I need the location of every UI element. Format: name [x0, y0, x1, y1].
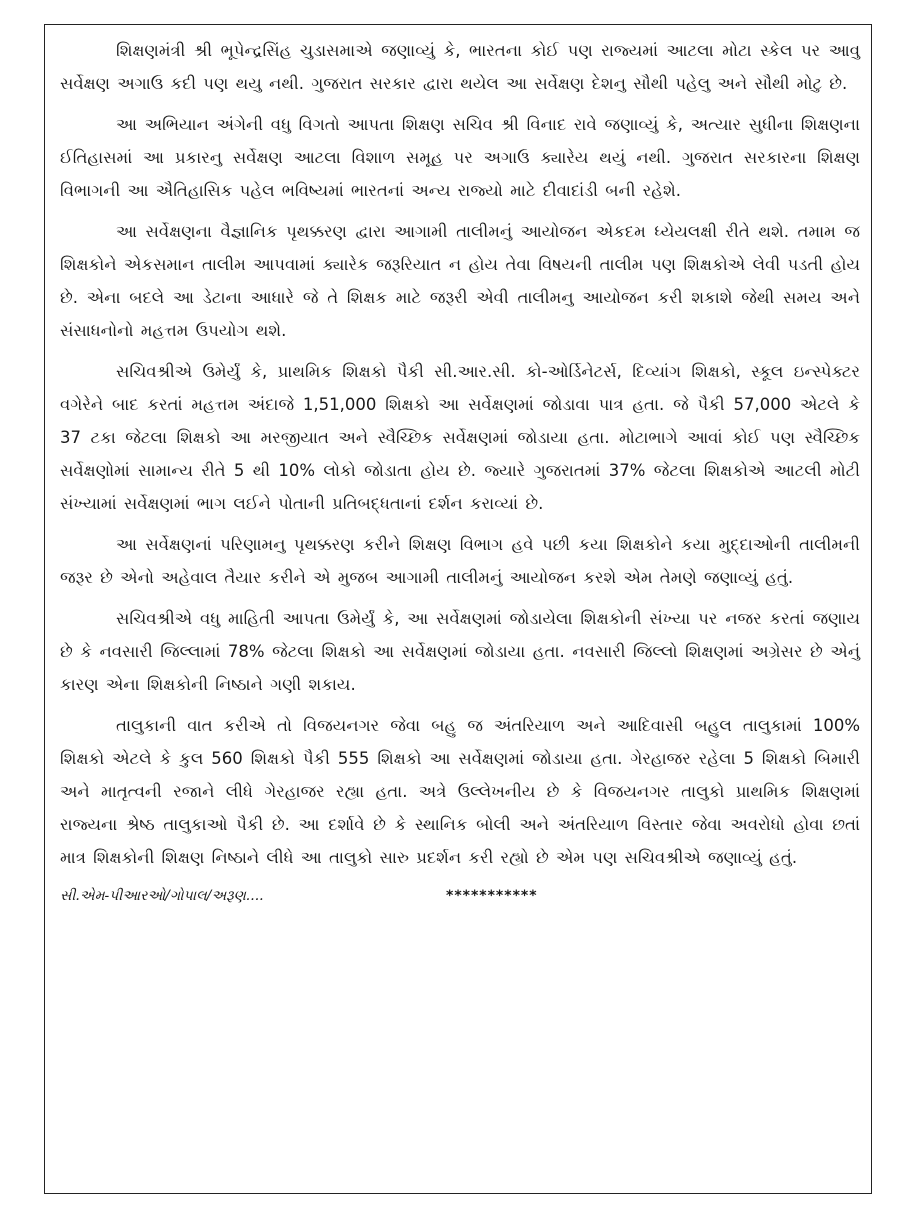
end-marker: *********** [446, 888, 538, 904]
byline: સી.એમ-પીઆરઓ/ગોપાલ/અરૂણ.... [60, 888, 264, 904]
paragraph-7: તાલુકાની વાત કરીએ તો વિજયનગર જેવા બહુ જ અંતરિયાળ અને આદિવાસી બહુલ તાલુકામાં 100% શિક્ષકો એટલે કે કુલ 560 શિક્ષકો પૈકી 555 શિક્ષકો આ સર્વેક્ષણમાં જોડાયા હતા. ગેરહાજર રહેલા 5 શિક્ષકો બિમારી અને માતૃત્વની રજાને લીધે ગેરહાજર રહ્યા હતા. અત્રે ઉલ્લેખનીય છે કે વિજયનગર તાલુકો પ્રાથમિક શિક્ષણમાં રાજ્યના શ્રેષ્ઠ તાલુકાઓ પૈકી છે. આ દર્શાવે છે કે સ્થાનિક બોલી અને અંતરિયાળ વિસ્તાર જેવા અવરોધો હોવા છતાં માત્ર શિક્ષકોની શિક્ષણ નિષ્ઠાને લીધે આ તાલુકો સારુ પ્રદર્શન કરી રહ્યો છે એમ પણ સચિવશ્રીએ જણાવ્યું હતું. [60, 716, 860, 867]
paragraph-4: સચિવશ્રીએ ઉમેર્યું કે, પ્રાથમિક શિક્ષકો પૈકી સી.આર.સી. કો-ઓર્ડિનેટર્સ, દિવ્યાંગ શિક્ષકો, સ્કૂલ ઇન્સ્પેક્ટર વગેરેને બાદ કરતાં મહત્તમ અંદાજે 1,51,000 શિક્ષકો આ સર્વેક્ષણમાં જોડાવા પાત્ર હતા. જે પૈકી 57,000 એટલે કે 37 ટકા જેટલા શિક્ષકો આ મરજીયાત અને સ્વૈચ્છિક સર્વેક્ષણમાં જોડાયા હતા. મોટાભાગે આવાં કોઈ પણ સ્વૈચ્છિક સર્વેક્ષણોમાં સામાન્ય રીતે 5 થી 10% લોકો જોડાતા હોય છે. જ્યારે ગુજરાતમાં 37% જેટલા શિક્ષકોએ આટલી મોટી સંખ્યામાં સર્વેક્ષણમાં ભાગ લઈને પોતાની પ્રતિબદ્ધતાનાં દર્શન કરાવ્યાં છે. [60, 362, 860, 513]
paragraph-1: શિક્ષણમંત્રી શ્રી ભૂપેન્દ્રસિંહ ચુડાસમાએ જણાવ્યું કે, ભારતના કોઈ પણ રાજ્યમાં આટલા મોટા સ્કેલ પર આવુ સર્વેક્ષણ અગાઉ કદી પણ થયુ નથી. ગુજરાત સરકાર દ્વારા થયેલ આ સર્વેક્ષણ દેશનુ સૌથી પહેલુ અને સૌથી મોટુ છે. [60, 41, 860, 93]
paragraph-3: આ સર્વેક્ષણના વૈજ્ઞાનિક પૃથક્કરણ દ્વારા આગામી તાલીમનું આયોજન એકદમ ધ્યેયલક્ષી રીતે થશે. તમામ જ શિક્ષકોને એકસમાન તાલીમ આપવામાં ક્યારેક જરૂરિયાત ન હોય તેવા વિષયની તાલીમ પણ શિક્ષકોએ લેવી પડતી હોય છે. એના બદલે આ ડેટાના આધારે જે તે શિક્ષક માટે જરૂરી એવી તાલીમનુ આયોજન કરી શકાશે જેથી સમય અને સંસાધનોનો મહત્તમ ઉપયોગ થશે. [60, 222, 860, 340]
paragraph-5: આ સર્વેક્ષણનાં પરિણામનુ પૃથક્કરણ કરીને શિક્ષણ વિભાગ હવે પછી કયા શિક્ષકોને કયા મુદ્દાઓની તાલીમની જરૂર છે એનો અહેવાલ તૈયાર કરીને એ મુજબ આગામી તાલીમનું આયોજન કરશે એમ તેમણે જણાવ્યું હતું. [60, 535, 860, 587]
paragraph-6: સચિવશ્રીએ વધુ માહિતી આપતા ઉમેર્યું કે, આ સર્વેક્ષણમાં જોડાયેલા શિક્ષકોની સંખ્યા પર નજર કરતાં જણાય છે કે નવસારી જિલ્લામાં 78% જેટલા શિક્ષકો આ સર્વેક્ષણમાં જોડાયા હતા. નવસારી જિલ્લો શિક્ષણમાં અગ્રેસર છે એનું કારણ એના શિક્ષકોની નિષ્ઠાને ગણી શકાય. [60, 609, 860, 694]
document-body [60, 34, 860, 910]
paragraph-2: આ અભિયાન અંગેની વધુ વિગતો આપતા શિક્ષણ સચિવ શ્રી વિનાદ રાવે જણાવ્યું કે, અત્યાર સુધીના શિક્ષણના ઈતિહાસમાં આ પ્રકારનુ સર્વેક્ષણ આટલા વિશાળ સમૂહ પર અગાઉ ક્યારેય થયું નથી. ગુજરાત સરકારના શિક્ષણ વિભાગની આ ઐતિહાસિક પહેલ ભવિષ્યમાં ભારતનાં અન્ય રાજ્યો માટે દીવાદાંડી બની રહેશે. [60, 115, 860, 200]
footer-row [60, 882, 860, 910]
